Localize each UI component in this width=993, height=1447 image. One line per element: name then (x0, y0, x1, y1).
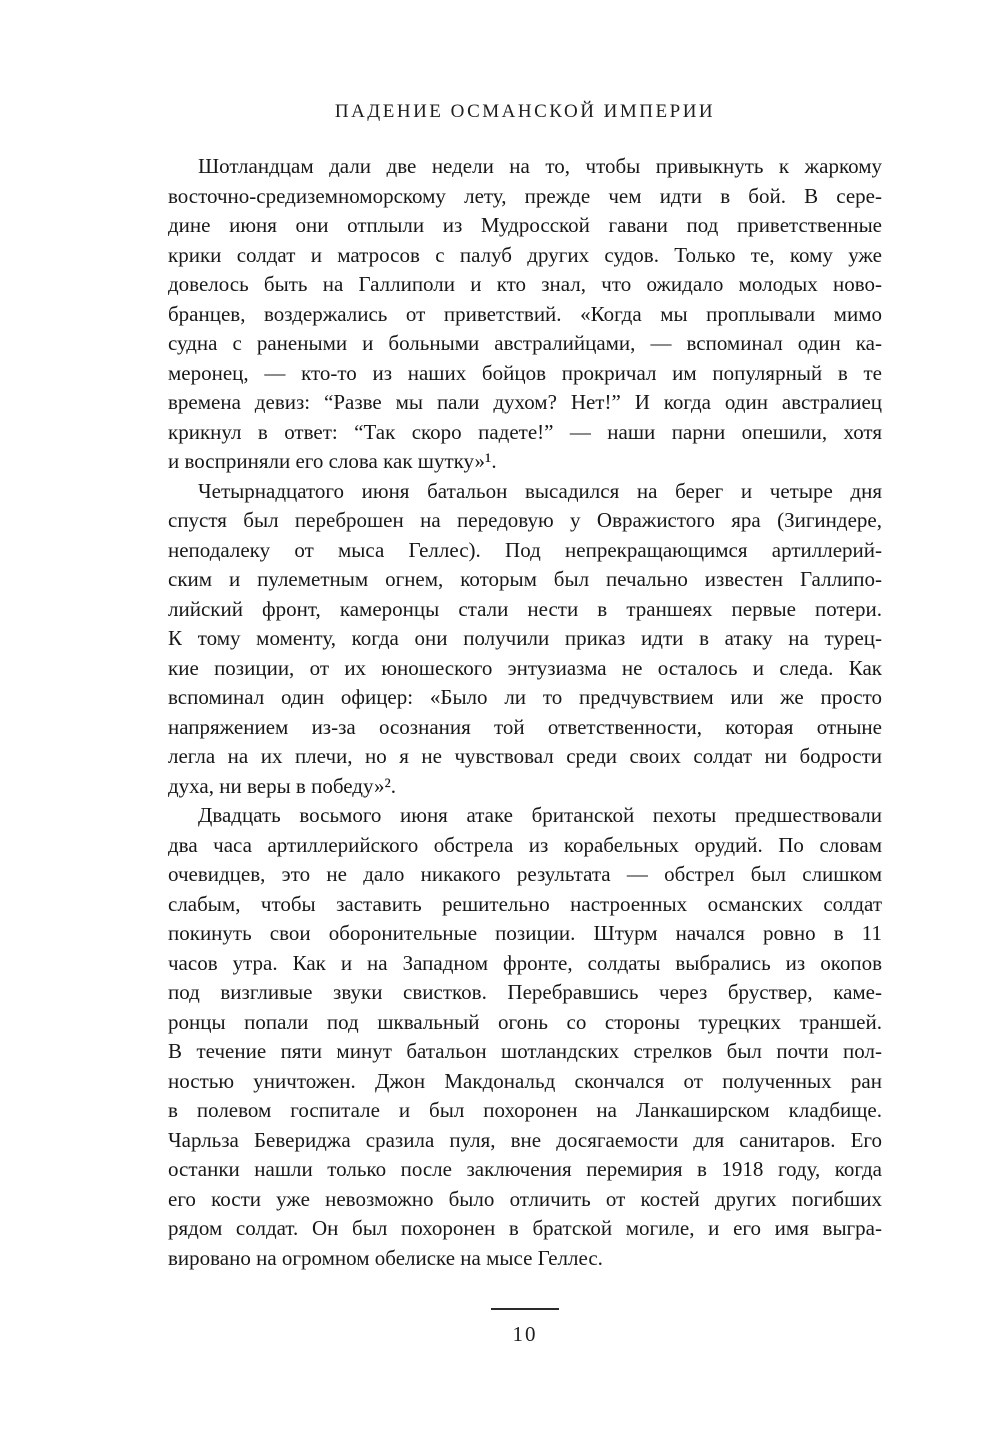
text-line: крикнул в ответ: “Так скоро падете!” — наши парни опешили, хотя (168, 419, 882, 444)
text-line: спустя был переброшен на передовую у Овражистого яра (Зигиндере, (168, 508, 882, 532)
text-line: вировано на огромном обелиске на мысе Геллес. (168, 1245, 603, 1270)
page-number: 10 (512, 1322, 538, 1346)
text-line: покинуть свои оборонительные позиции. Штурм начался ровно в 11 (168, 921, 882, 945)
text-line: Шотландцам дали две недели на то, чтобы привыкнуть к жаркому (198, 154, 882, 178)
text-line: ронцы попали под шквальный огонь со стороны турецких траншей. (168, 1009, 882, 1034)
text-line: ностью уничтожен. Джон Макдональд скончался от полученных ран (168, 1068, 882, 1093)
text-line: неподалеку от мыса Геллес). Под непрекращающимся артиллерий- (168, 537, 882, 562)
text-line: под визгливые звуки свистков. Перебравшись через бруствер, каме- (168, 980, 882, 1004)
running-header: ПАДЕНИЕ ОСМАНСКОЙ ИМПЕРИИ (334, 101, 716, 122)
text-line: времена девиз: “Разве мы пали духом? Нет!” И когда один австралиец (168, 390, 882, 414)
text-line: часов утра. Как и на Западном фронте, солдаты выбрались из окопов (168, 950, 882, 975)
text-line: два часа артиллерийского обстрела из корабельных орудий. По словам (168, 832, 882, 857)
text-line: судна с ранеными и больными австралийцами, — вспоминал один ка- (168, 331, 882, 355)
text-line: К тому моменту, когда они получили приказ идти в атаку на турец- (168, 626, 882, 650)
footer-divider (491, 1308, 559, 1310)
text-line: напряжением из-за осознания той ответственности, которая отныне (168, 714, 882, 739)
text-line: бранцев, воздержались от приветствий. «Когда мы проплывали мимо (168, 301, 882, 326)
text-line: его кости уже невозможно было отличить от костей других погибших (168, 1186, 882, 1211)
text-line: меронец, — кто-то из наших бойцов прокричал им популярный в те (168, 360, 882, 385)
text-line: восточно-средиземноморскому лету, прежде чем идти в бой. В сере- (168, 183, 882, 208)
text-line: слабым, чтобы заставить решительно настроенных османских солдат (168, 891, 882, 916)
text-line: крики солдат и матросов с палуб других судов. Только те, кому уже (168, 242, 882, 267)
text-line: очевидцев, это не дало никакого результата — обстрел был слишком (168, 862, 882, 886)
text-line: Двадцать восьмого июня атаке британской пехоты предшествовали (198, 803, 882, 827)
text-line: Четырнадцатого июня батальон высадился на берег и четыре дня (198, 478, 882, 503)
text-line: лийский фронт, камеронцы стали нести в траншеях первые потери. (168, 596, 882, 621)
text-line: и восприняли его слова как шутку»¹. (168, 449, 497, 473)
text-line: в полевом госпитале и был похоронен на Ланкаширском кладбище. (168, 1098, 882, 1122)
text-line: рядом солдат. Он был похоронен в братской могиле, и его имя выгра- (168, 1216, 882, 1240)
text-line: довелось быть на Галлиполи и кто знал, что ожидало молодых ново- (168, 272, 882, 296)
text-line: легла на их плечи, но я не чувствовал среди своих солдат ни бодрости (168, 744, 882, 768)
text-line: кие позиции, от их юношеского энтузиазма не осталось и следа. Как (168, 655, 882, 680)
text-line: останки нашли только после заключения перемирия в 1918 году, когда (168, 1157, 882, 1181)
text-line: дине июня они отплыли из Мудросской гавани под приветственные (168, 213, 882, 237)
text-line: ским и пулеметным огнем, которым был печально известен Галлипо- (168, 567, 882, 591)
text-line: вспоминал один офицер: «Было ли то предчувствием или же просто (168, 685, 882, 709)
paragraph-2 (168, 477, 882, 802)
page-footer (168, 1308, 882, 1347)
text-line: Чарльза Бевериджа сразила пуля, вне досягаемости для санитаров. Его (168, 1127, 882, 1152)
text-line: духа, ни веры в победу»². (168, 773, 397, 798)
page-body (168, 152, 882, 1273)
paragraph-3 (168, 801, 882, 1273)
paragraph-1 (168, 152, 882, 477)
text-line: В течение пяти минут батальон шотландских стрелков был почти пол- (168, 1039, 882, 1063)
